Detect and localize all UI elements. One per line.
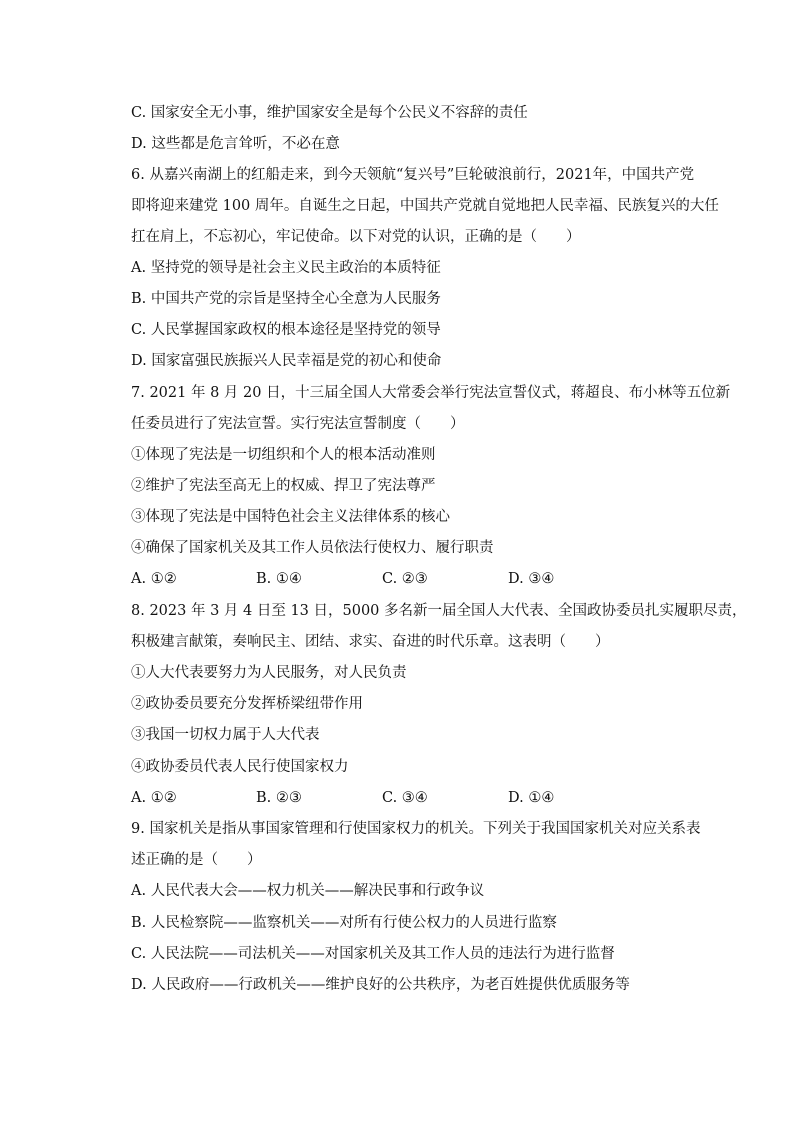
q9-option-a: A. 人民代表大会——权力机关——解决民事和行政争议 (131, 883, 485, 899)
q6-option-a: A. 坚持党的领导是社会主义民主政治的本质特征 (131, 260, 441, 276)
q9-stem-line-2: 述正确的是（ ） (131, 852, 262, 868)
q7-stem-line-2: 任委员进行了宪法宣誓。实行宪法宣誓制度（ ） (131, 416, 465, 432)
q7-statement-3: ③体现了宪法是中国特色社会主义法律体系的核心 (131, 509, 450, 525)
q8-statement-3: ③我国一切权力属于人大代表 (131, 727, 320, 743)
q7-statement-2: ②维护了宪法至高无上的权威、捍卫了宪法尊严 (131, 478, 436, 494)
q8-statement-2: ②政协委员要充分发挥桥梁纽带作用 (131, 696, 363, 712)
q7-option-d: D. ③④ (508, 571, 555, 587)
q6-stem-line-1: 6. 从嘉兴南湖上的红船走来，到今天领航“复兴号”巨轮破浪前行，2021年，中国共产党 (131, 167, 695, 183)
q6-stem-line-3: 扛在肩上，不忘初心，牢记使命。以下对党的认识，正确的是（ ） (131, 229, 581, 245)
q7-option-b: B. ①④ (256, 571, 302, 587)
q9-option-c: C. 人民法院——司法机关——对国家机关及其工作人员的违法行为进行监督 (131, 946, 615, 962)
q8-option-a: A. ①② (131, 790, 177, 806)
q8-option-d: D. ①④ (508, 790, 555, 806)
q8-statement-1: ①人大代表要努力为人民服务，对人民负责 (131, 665, 407, 681)
q8-option-c: C. ③④ (382, 790, 428, 806)
q6-option-b: B. 中国共产党的宗旨是坚持全心全意为人民服务 (131, 291, 441, 307)
q7-stem-line-1: 7. 2021 年 8 月 20 日，十三届全国人大常委会举行宪法宣誓仪式，蒋超良、布小林等五位新 (131, 385, 731, 401)
q6-option-c: C. 人民掌握国家政权的根本途径是坚持党的领导 (131, 322, 441, 338)
q7-option-c: C. ②③ (382, 571, 428, 587)
q9-option-d: D. 人民政府——行政机关——维护良好的公共秩序，为老百姓提供优质服务等 (131, 977, 630, 993)
q7-statement-1: ①体现了宪法是一切组织和个人的根本活动准则 (131, 447, 436, 463)
q5-option-c: C. 国家安全无小事，维护国家安全是每个公民义不容辞的责任 (131, 105, 528, 121)
q5-option-d: D. 这些都是危言耸听，不必在意 (131, 136, 340, 152)
q8-option-b: B. ②③ (256, 790, 302, 806)
q7-statement-4: ④确保了国家机关及其工作人员依法行使权力、履行职责 (131, 540, 494, 556)
q8-stem-line-1: 8. 2023 年 3 月 4 日至 13 日，5000 多名新一届全国人大代表、全国政协委员扎实履职尽责， (131, 603, 747, 619)
q8-statement-4: ④政协委员代表人民行使国家权力 (131, 759, 349, 775)
q9-stem-line-1: 9. 国家机关是指从事国家管理和行使国家权力的机关。下列关于我国国家机关对应关系表 (131, 821, 701, 837)
q6-stem-line-2: 即将迎来建党 100 周年。自诞生之日起，中国共产党就自觉地把人民幸福、民族复兴的大任 (131, 198, 719, 214)
q6-option-d: D. 国家富强民族振兴人民幸福是党的初心和使命 (131, 353, 442, 369)
q8-stem-line-2: 积极建言献策，奏响民主、团结、求实、奋进的时代乐章。这表明（ ） (131, 634, 610, 650)
q9-option-b: B. 人民检察院——监察机关——对所有行使公权力的人员进行监察 (131, 915, 557, 931)
q7-option-a: A. ①② (131, 571, 177, 587)
